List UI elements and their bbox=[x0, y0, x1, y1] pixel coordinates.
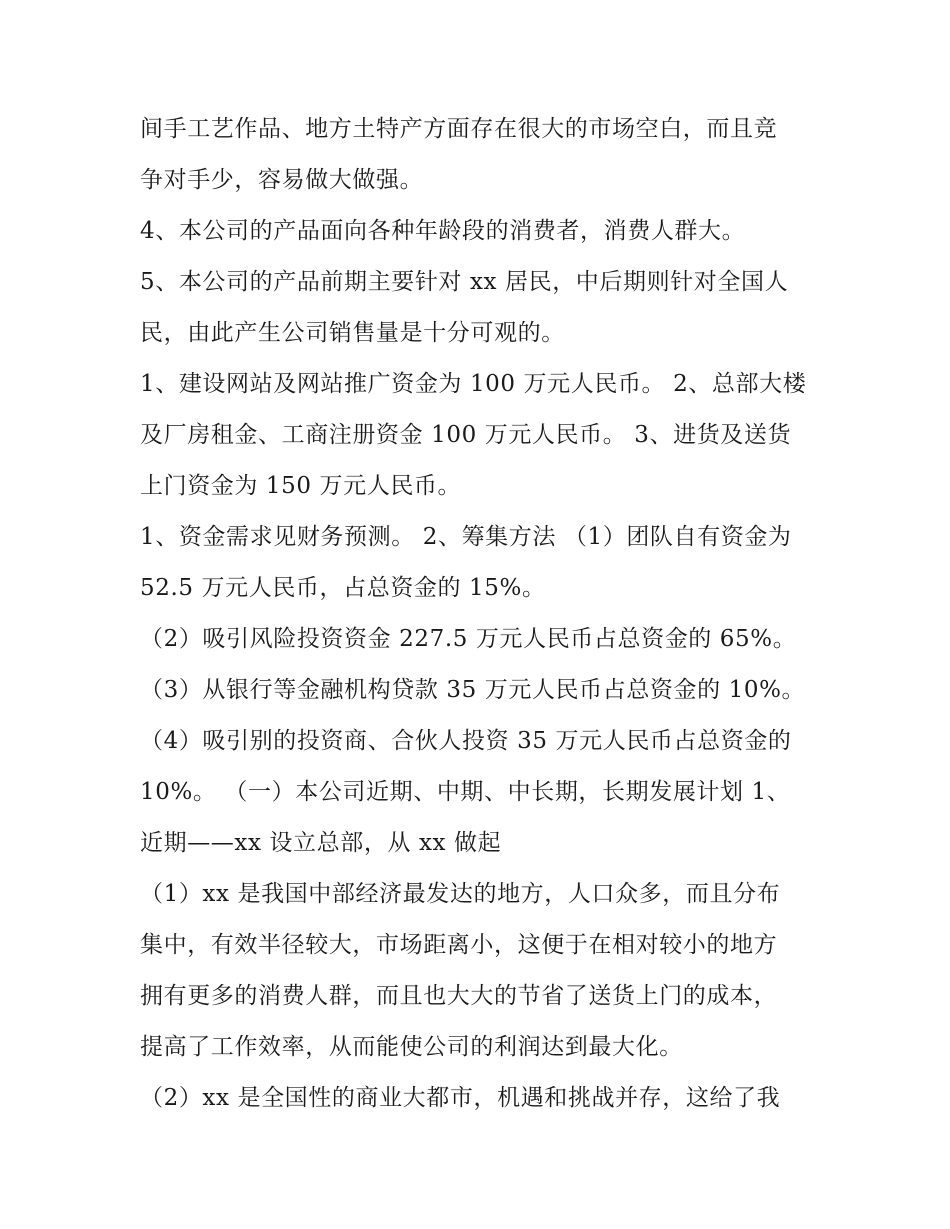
text-line-12: （3）从银行等金融机构贷款 35 万元人民币占总资金的 10%。 bbox=[140, 677, 806, 703]
text-line-17: 集中，有效半径较大，市场距离小，这便于在相对较小的地方 bbox=[140, 932, 778, 958]
text-line-15: 近期——xx 设立总部，从 xx 做起 bbox=[140, 830, 502, 856]
text-line-10: 52.5 万元人民币，占总资金的 15%。 bbox=[140, 575, 546, 601]
text-line-4: 5、本公司的产品前期主要针对 xx 居民，中后期则针对全国人 bbox=[140, 269, 789, 295]
text-line-9: 1、资金需求见财务预测。 2、筹集方法 （1）团队自有资金为 bbox=[140, 524, 792, 550]
text-line-20: （2）xx 是全国性的商业大都市，机遇和挑战并存，这给了我 bbox=[140, 1085, 781, 1111]
document-body bbox=[140, 104, 830, 1124]
text-line-5: 民，由此产生公司销售量是十分可观的。 bbox=[140, 320, 565, 346]
text-line-3: 4、本公司的产品面向各种年龄段的消费者，消费人群大。 bbox=[140, 218, 746, 244]
text-line-13: （4）吸引别的投资商、合伙人投资 35 万元人民币占总资金的 bbox=[140, 728, 792, 754]
text-line-14: 10%。 （一）本公司近期、中期、中长期，长期发展计划 1、 bbox=[140, 779, 791, 805]
text-line-8: 上门资金为 150 万元人民币。 bbox=[140, 473, 462, 499]
text-line-19: 提高了工作效率，从而能使公司的利润达到最大化。 bbox=[140, 1034, 683, 1060]
text-line-1: 间手工艺作品、地方土特产方面存在很大的市场空白，而且竞 bbox=[140, 116, 778, 142]
text-line-18: 拥有更多的消费人群，而且也大大的节省了送货上门的成本， bbox=[140, 983, 778, 1009]
text-line-11: （2）吸引风险投资资金 227.5 万元人民币占总资金的 65%。 bbox=[140, 626, 797, 652]
text-line-6: 1、建设网站及网站推广资金为 100 万元人民币。 2、总部大楼 bbox=[140, 371, 807, 397]
text-line-16: （1）xx 是我国中部经济最发达的地方，人口众多，而且分布 bbox=[140, 881, 781, 907]
text-line-7: 及厂房租金、工商注册资金 100 万元人民币。 3、进货及送货 bbox=[140, 422, 792, 448]
text-line-2: 争对手少，容易做大做强。 bbox=[140, 167, 424, 193]
